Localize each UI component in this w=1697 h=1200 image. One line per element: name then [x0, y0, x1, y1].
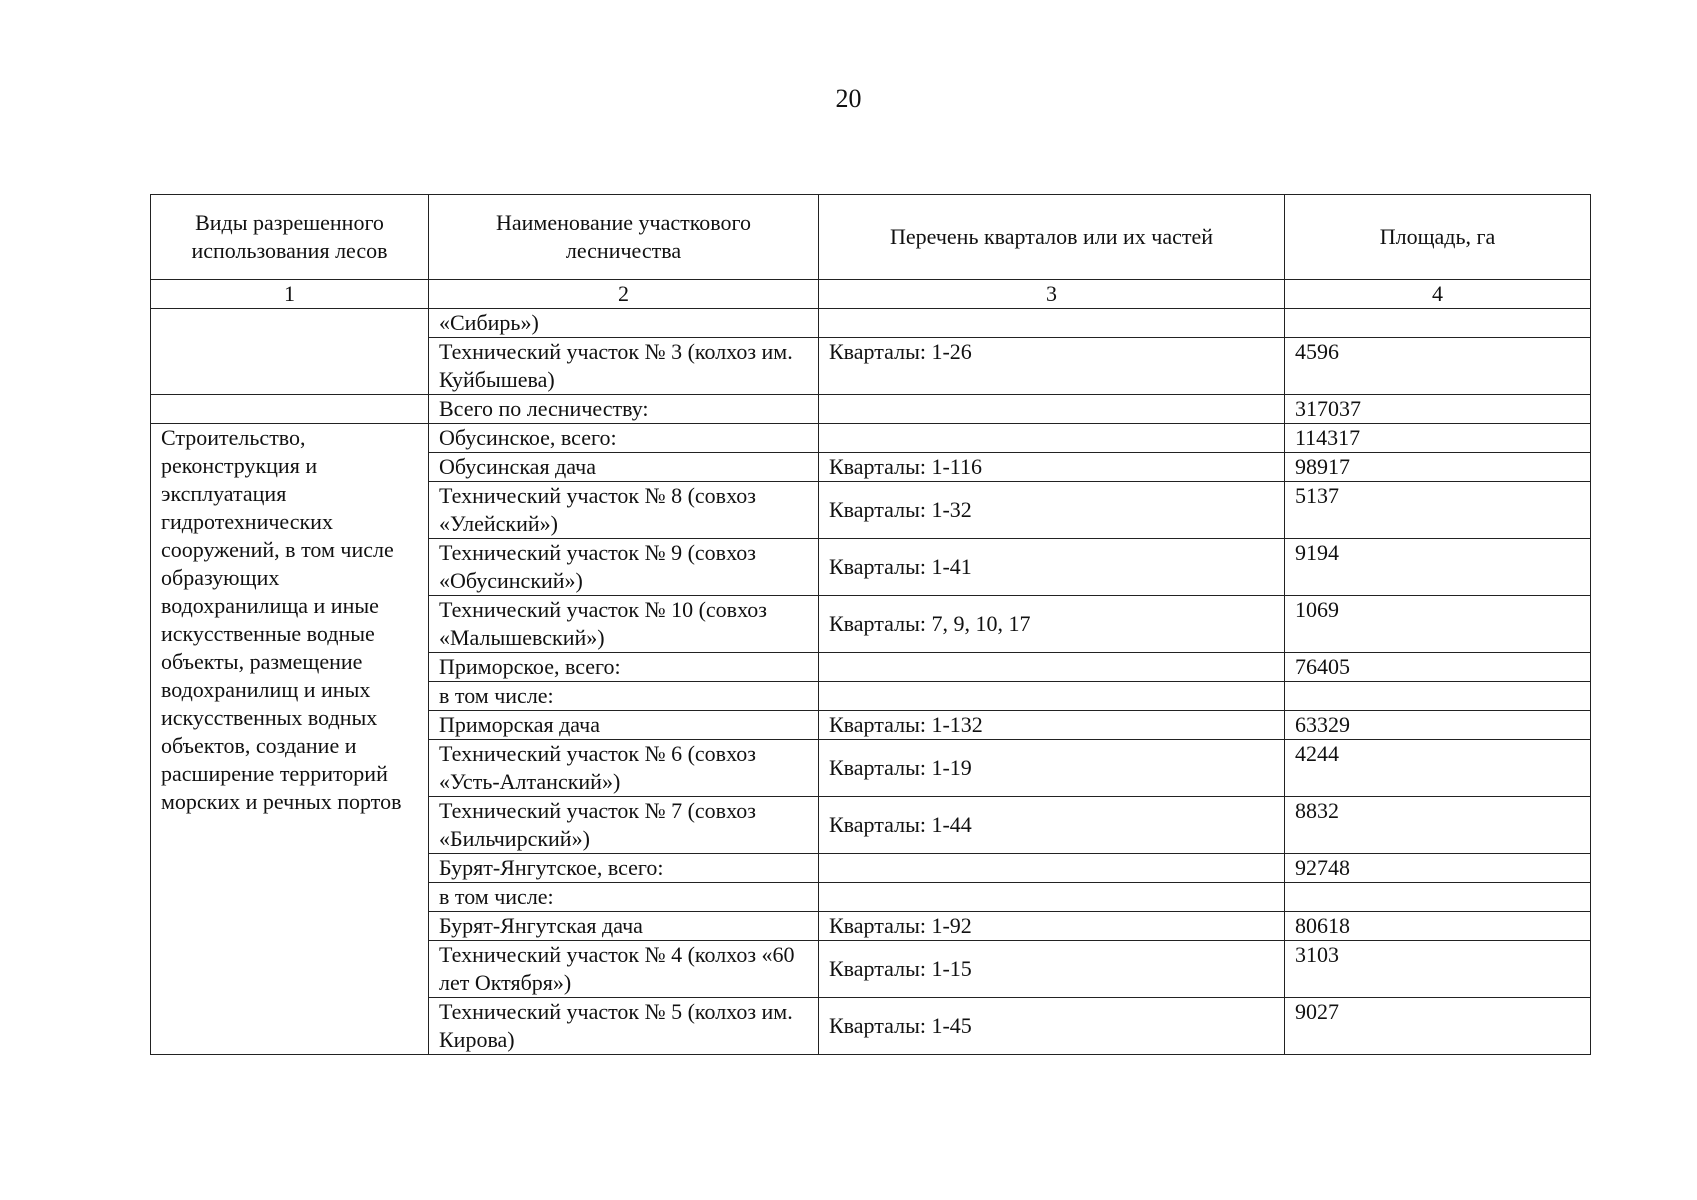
quarters-cell — [819, 309, 1285, 338]
forestry-name-cell: Бурят-Янгутская дача — [429, 912, 819, 941]
quarters-cell — [819, 854, 1285, 883]
forestry-name-cell: Обусинское, всего: — [429, 424, 819, 453]
quarters-cell: Кварталы: 1-15 — [819, 941, 1285, 998]
forestry-name-cell: Технический участок № 8 (совхоз «Улейский») — [429, 482, 819, 539]
area-cell: 3103 — [1285, 941, 1591, 998]
quarters-cell — [819, 424, 1285, 453]
page-number: 20 — [835, 84, 862, 113]
header-usage-type: Виды разрешенного использования лесов — [151, 195, 429, 280]
quarters-cell: Кварталы: 7, 9, 10, 17 — [819, 596, 1285, 653]
area-cell: 9194 — [1285, 539, 1591, 596]
forestry-name-cell: Технический участок № 7 (совхоз «Бильчирский») — [429, 797, 819, 854]
usage-cell-empty — [151, 395, 429, 424]
quarters-cell: Кварталы: 1-116 — [819, 453, 1285, 482]
total-row — [151, 395, 1591, 424]
header-area: Площадь, га — [1285, 195, 1591, 280]
forestry-name-cell: Обусинская дача — [429, 453, 819, 482]
area-cell: 76405 — [1285, 653, 1591, 682]
quarters-cell: Кварталы: 1-19 — [819, 740, 1285, 797]
quarters-cell — [819, 682, 1285, 711]
area-cell: 63329 — [1285, 711, 1591, 740]
quarters-cell: Кварталы: 1-45 — [819, 998, 1285, 1055]
header-quarters-list: Перечень кварталов или их частей — [819, 195, 1285, 280]
area-cell: 98917 — [1285, 453, 1591, 482]
usage-type-cell: Строительство, реконструкция и эксплуатация гидротехнических сооружений, в том числе образующих водохранилища и иные искусственные водные объекты, размещение водохранилищ и иных искусственных водных объектов, создание и расширение территорий морских и речных портов — [151, 424, 429, 1055]
forestry-name-cell: Приморская дача — [429, 711, 819, 740]
area-cell: 4596 — [1285, 338, 1591, 395]
table-header-row — [151, 195, 1591, 280]
quarters-cell: Кварталы: 1-132 — [819, 711, 1285, 740]
area-cell: 114317 — [1285, 424, 1591, 453]
forestry-name-cell: Технический участок № 5 (колхоз им. Кирова) — [429, 998, 819, 1055]
area-cell: 8832 — [1285, 797, 1591, 854]
quarters-cell — [819, 395, 1285, 424]
column-number: 2 — [429, 280, 819, 309]
header-forestry-name: Наименование участкового лесничества — [429, 195, 819, 280]
area-cell: 4244 — [1285, 740, 1591, 797]
forestry-name-cell: Технический участок № 6 (совхоз «Усть-Алтанский») — [429, 740, 819, 797]
quarters-cell — [819, 653, 1285, 682]
area-cell — [1285, 883, 1591, 912]
quarters-cell: Кварталы: 1-92 — [819, 912, 1285, 941]
quarters-cell: Кварталы: 1-32 — [819, 482, 1285, 539]
quarters-cell: Кварталы: 1-26 — [819, 338, 1285, 395]
table-row — [151, 309, 1591, 338]
area-cell: 9027 — [1285, 998, 1591, 1055]
forestry-name-cell: Приморское, всего: — [429, 653, 819, 682]
forestry-name-cell: Технический участок № 4 (колхоз «60 лет Октября») — [429, 941, 819, 998]
column-number-row — [151, 280, 1591, 309]
usage-cell-empty — [151, 309, 429, 395]
forestry-name-cell: Всего по лесничеству: — [429, 395, 819, 424]
forestry-name-cell: Технический участок № 9 (совхоз «Обусинский») — [429, 539, 819, 596]
quarters-cell: Кварталы: 1-41 — [819, 539, 1285, 596]
forestry-name-cell: «Сибирь») — [429, 309, 819, 338]
forestry-name-cell: в том числе: — [429, 883, 819, 912]
area-cell: 1069 — [1285, 596, 1591, 653]
forestry-name-cell: Бурят-Янгутское, всего: — [429, 854, 819, 883]
area-cell — [1285, 682, 1591, 711]
column-number: 4 — [1285, 280, 1591, 309]
area-cell: 80618 — [1285, 912, 1591, 941]
quarters-cell: Кварталы: 1-44 — [819, 797, 1285, 854]
area-cell: 5137 — [1285, 482, 1591, 539]
quarters-cell — [819, 883, 1285, 912]
forestry-name-cell: Технический участок № 10 (совхоз «Малышевский») — [429, 596, 819, 653]
column-number: 1 — [151, 280, 429, 309]
column-number: 3 — [819, 280, 1285, 309]
area-cell: 317037 — [1285, 395, 1591, 424]
table-row — [151, 424, 1591, 453]
area-cell — [1285, 309, 1591, 338]
forestry-name-cell: Технический участок № 3 (колхоз им. Куйбышева) — [429, 338, 819, 395]
forest-use-table — [150, 194, 1591, 1055]
forestry-name-cell: в том числе: — [429, 682, 819, 711]
area-cell: 92748 — [1285, 854, 1591, 883]
